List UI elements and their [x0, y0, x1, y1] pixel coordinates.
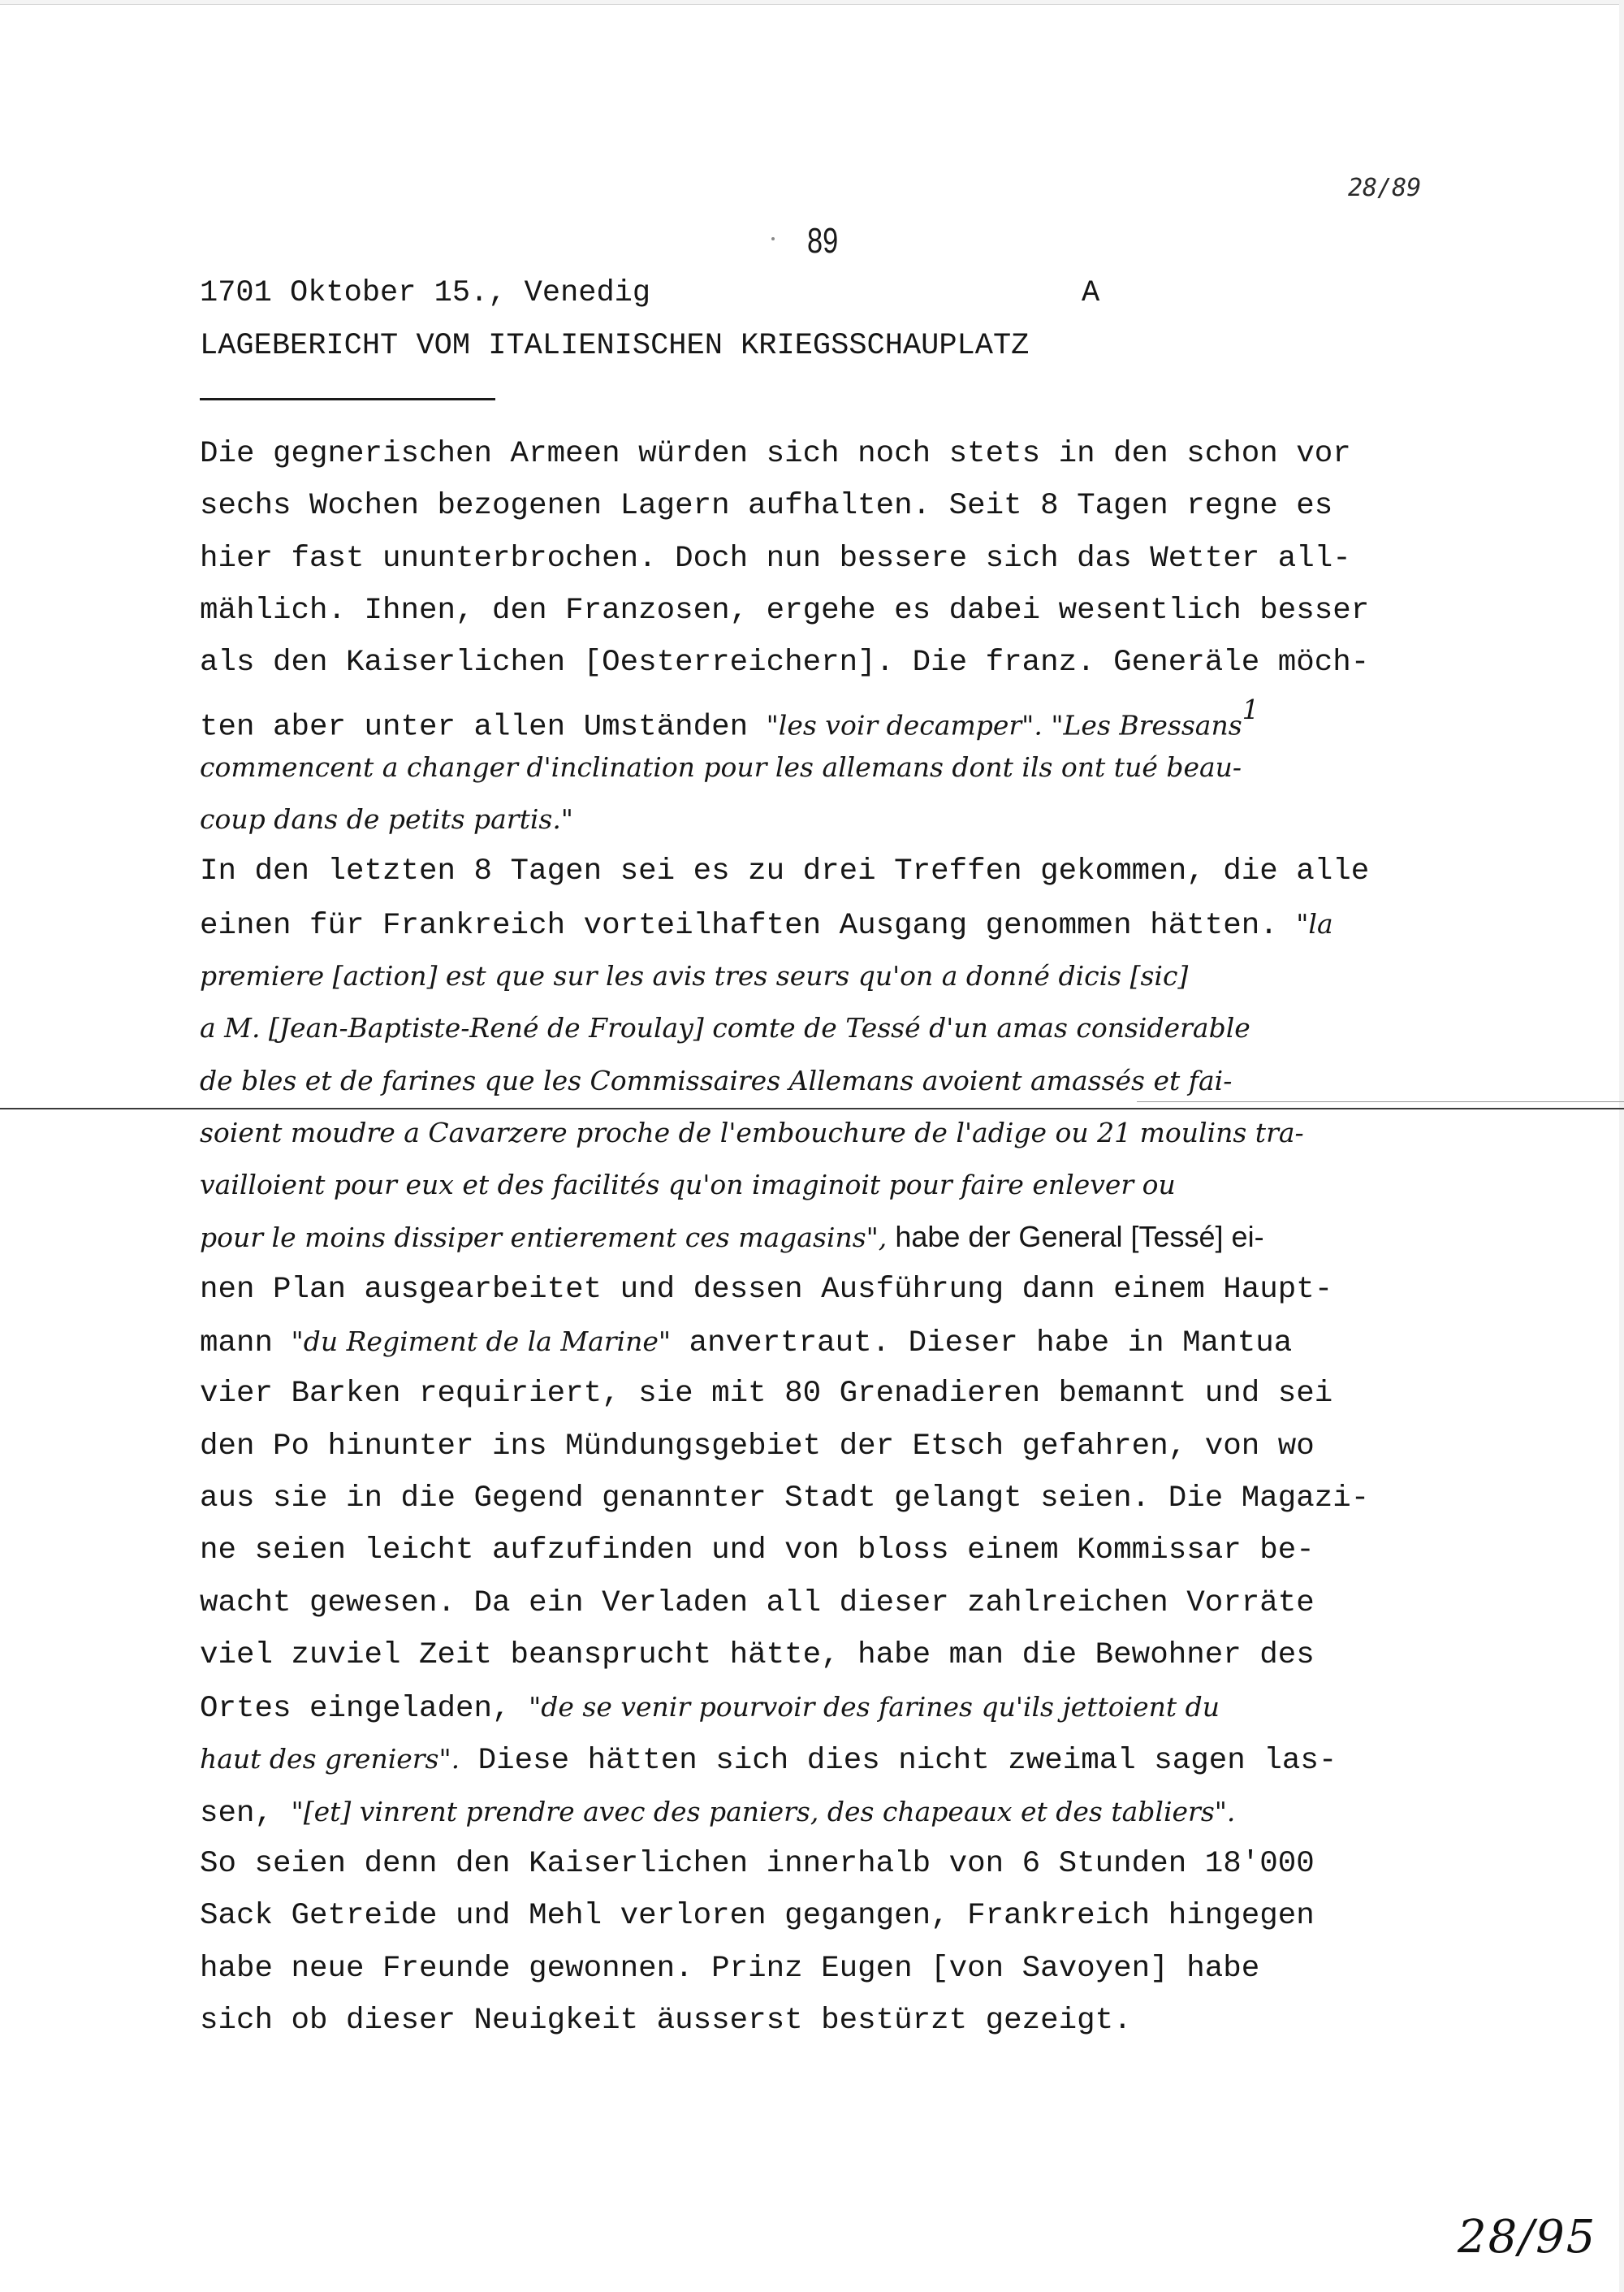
- text-line: habe neue Freunde gewonnen. Prinz Eugen [von Savoyen] habe: [200, 1951, 1260, 1986]
- text-line: hier fast ununterbrochen. Doch nun bessere sich das Wetter all-: [200, 541, 1351, 576]
- text-line: wacht gewesen. Da ein Verladen all dieser zahlreichen Vorräte: [200, 1585, 1315, 1620]
- scan-top-edge: [0, 0, 1624, 5]
- text-segment: anvertraut. Dieser habe in Mantua: [671, 1326, 1293, 1361]
- reference-number: 28/89: [1348, 174, 1422, 202]
- text-segment: ten aber unter allen Umständen: [200, 710, 767, 745]
- text-segment: einen für Frankreich vorteilhaften Ausgang genommen hätten.: [200, 908, 1297, 943]
- french-quote: pour le moins dissiper entierement ces magasins",: [200, 1222, 888, 1254]
- french-quote-line: de bles et de farines que les Commissaires Allemans avoient amassés et fai-: [200, 1064, 1233, 1096]
- text-line: Sack Getreide und Mehl verloren gegangen, Frankreich hingegen: [200, 1899, 1315, 1934]
- french-quote-line: premiere [action] est que sur les avis tres seurs qu'on a donné dicis [sic]: [200, 959, 1189, 992]
- text-line: aus sie in die Gegend genannter Stadt gelangt seien. Die Magazi-: [200, 1481, 1370, 1516]
- french-quote-line: coup dans de petits partis.": [200, 803, 573, 836]
- text-line: Die gegnerischen Armeen würden sich noch stets in den schon vor: [200, 437, 1351, 471]
- french-quote-line: a M. [Jean-Baptiste-René de Froulay] comte de Tessé d'un amas considerable: [200, 1012, 1250, 1044]
- text-line: sich ob dieser Neuigkeit äusserst bestürzt gezeigt.: [200, 2003, 1132, 2038]
- french-quote-line: commencent a changer d'inclination pour les allemans dont ils ont tué beau-: [200, 750, 1242, 783]
- text-line: [200, 689, 1466, 745]
- text-segment: Diese hätten sich dies nicht zweimal sagen las-: [460, 1744, 1337, 1779]
- text-line: als den Kaiserlichen [Oesterreichern]. Die franz. Generäle möch-: [200, 646, 1370, 681]
- text-line: In den letzten 8 Tagen sei es zu drei Treffen gekommen, die alle: [200, 854, 1370, 889]
- text-segment: mann: [200, 1326, 292, 1361]
- text-line: [200, 1211, 1466, 1263]
- document-category-letter: A: [1082, 276, 1100, 310]
- text-line: [200, 1681, 1466, 1733]
- text-line: [200, 898, 1466, 950]
- scan-right-edge: [1619, 0, 1624, 2292]
- text-line: mählich. Ihnen, den Franzosen, ergehe es dabei wesentlich besser: [200, 593, 1370, 628]
- text-segment: sen,: [200, 1796, 292, 1831]
- french-quote: haut des greniers".: [200, 1743, 460, 1775]
- french-quote: "du Regiment de la Marine": [291, 1325, 672, 1358]
- text-line: viel zuviel Zeit beansprucht hätte, habe man die Bewohner des: [200, 1637, 1315, 1672]
- date-place: 1701 Oktober 15., Venedig: [200, 276, 651, 310]
- french-quote: "[et] vinrent prendre avec des paniers, des chapeaux et des tabliers".: [291, 1795, 1236, 1827]
- french-quote: "la: [1296, 907, 1333, 940]
- text-line: nen Plan ausgearbeitet und dessen Ausführung dann einem Haupt-: [200, 1272, 1333, 1307]
- text-line: den Po hinunter ins Mündungsgebiet der Etsch gefahren, von wo: [200, 1429, 1315, 1464]
- french-quote-line: soient moudre a Cavarzere proche de l'embouchure de l'adige ou 21 moulins tra-: [200, 1116, 1304, 1148]
- french-quote: "les voir decamper". "Les Bressans: [766, 709, 1242, 742]
- text-line: ne seien leicht aufzufinden und von bloss einem Kommissar be-: [200, 1533, 1315, 1568]
- french-quote-line: vailloient pour eux et des facilités qu'on imaginoit pour faire enlever ou: [200, 1169, 1176, 1201]
- title-underline: [200, 398, 495, 400]
- text-line: So seien denn den Kaiserlichen innerhalb von 6 Stunden 18'000: [200, 1847, 1315, 1882]
- scan-dot: [771, 237, 775, 240]
- text-line: [200, 1733, 1466, 1785]
- document-number: 89: [807, 221, 839, 261]
- body-text: [200, 428, 1466, 2047]
- footnote-marker: 1: [1242, 694, 1259, 726]
- text-segment: habe der General [Tessé] ei-: [887, 1220, 1264, 1254]
- text-line: vier Barken requiriert, sie mit 80 Grenadieren bemannt und sei: [200, 1377, 1333, 1412]
- document-title: LAGEBERICHT VOM ITALIENISCHEN KRIEGSSCHAUPLATZ: [200, 329, 1030, 363]
- text-line: [200, 1786, 1466, 1838]
- french-quote: "de se venir pourvoir des farines qu'ils jettoient du: [529, 1691, 1220, 1723]
- text-line: [200, 1316, 1466, 1368]
- text-line: sechs Wochen bezogenen Lagern aufhalten. Seit 8 Tagen regne es: [200, 489, 1333, 524]
- text-segment: Ortes eingeladen,: [200, 1692, 529, 1727]
- handwritten-archive-number: 28/95: [1458, 2211, 1597, 2264]
